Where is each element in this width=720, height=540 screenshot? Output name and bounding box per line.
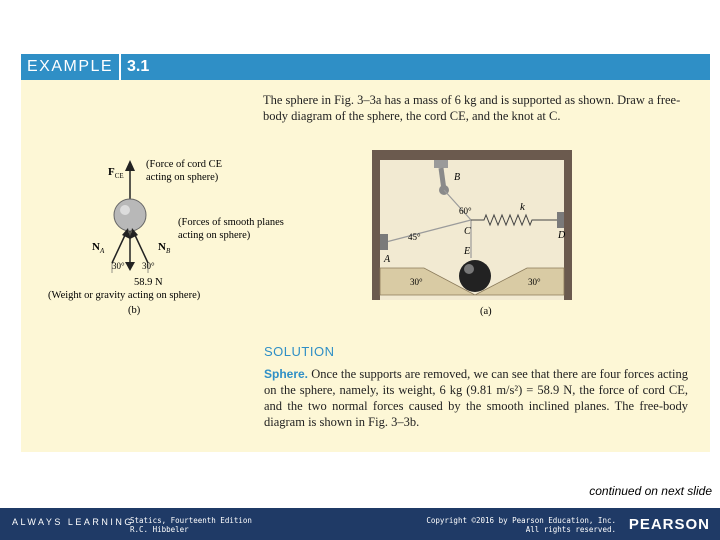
frame-top <box>372 150 572 160</box>
label-d: D <box>558 230 566 241</box>
angle-left-label: 30° <box>112 261 125 271</box>
figure-b-caption: (b) <box>128 305 141 316</box>
footer-rights-line: All rights reserved. <box>525 525 616 534</box>
figure-a-caption: (a) <box>480 306 492 317</box>
label-30-right: 30° <box>528 277 541 287</box>
force-ce-arrowhead <box>125 160 135 171</box>
label-60: 60° <box>459 206 472 216</box>
solution-heading: SOLUTION <box>264 344 335 359</box>
normal-desc-2: acting on sphere) <box>178 230 251 241</box>
support-a <box>380 234 388 250</box>
header-divider <box>119 54 121 80</box>
example-header <box>21 54 710 80</box>
footer-book <box>130 516 252 534</box>
footer-book-title: Statics, Fourteenth Edition <box>130 516 252 525</box>
solution-lead: Sphere. <box>264 367 309 381</box>
label-30-left: 30° <box>410 277 423 287</box>
solution-body: Once the supports are removed, we can see that there are four forces acting on the sphere, namely, its weight, 6 kg (9.81 m/s²) = 58.9 N, the force of cord CE, and the two normal forces caused by the smooth inclined planes. The free-body diagram is shown in Fig. 3–3b. <box>264 367 689 429</box>
normal-a-label: $N_A$ <box>92 241 105 255</box>
solution-text <box>264 366 688 430</box>
label-c: C <box>464 226 471 237</box>
label-e: E <box>464 246 471 257</box>
sphere-highlight <box>120 205 130 215</box>
frame-left <box>372 150 380 300</box>
normal-force-b-arrow <box>134 233 148 263</box>
label-a: A <box>384 254 391 265</box>
angle-right-label: 30° <box>142 261 155 271</box>
problem-statement: The sphere in Fig. 3–3a has a mass of 6 kg and is supported as shown. Draw a free-body diagram of the sphere, the cord CE, and the knot at C. <box>263 93 681 123</box>
continued-note: continued on next slide <box>589 484 712 498</box>
label-45: 45° <box>408 232 421 242</box>
example-label: EXAMPLE <box>27 58 114 75</box>
force-ce-label: $F_{CE}$ <box>108 166 124 180</box>
weight-arrowhead <box>125 262 135 271</box>
normal-b-label: $N_B$ <box>158 241 171 255</box>
figure-b-free-body-diagram <box>40 155 284 325</box>
normal-force-a-arrow <box>112 233 126 263</box>
example-number: 3.1 <box>127 58 150 75</box>
sphere <box>114 199 146 231</box>
footer-book-author: R.C. Hibbeler <box>130 525 189 534</box>
sphere-mass-highlight <box>464 264 474 274</box>
support-d <box>557 212 564 228</box>
weight-desc: (Weight or gravity acting on sphere) <box>48 290 201 301</box>
footer-copyright <box>426 516 616 534</box>
force-ce-desc-1: (Force of cord CE <box>146 159 223 170</box>
figure-a-setup-diagram <box>372 150 572 320</box>
footer-brand: ALWAYS LEARNING <box>12 517 134 527</box>
label-b: B <box>454 172 461 183</box>
support-b <box>434 160 448 168</box>
label-k: k <box>520 201 525 213</box>
footer-copyright-line: Copyright ©2016 by Pearson Education, Inc. <box>426 516 616 525</box>
sphere-mass <box>459 260 491 292</box>
frame-right <box>564 150 572 300</box>
force-ce-desc-2: acting on sphere) <box>146 172 219 183</box>
weight-label: 58.9 N <box>134 277 163 288</box>
footer-bar <box>0 508 720 540</box>
pearson-logo: PEARSON <box>628 516 710 533</box>
normal-desc-1: (Forces of smooth planes <box>178 217 284 228</box>
